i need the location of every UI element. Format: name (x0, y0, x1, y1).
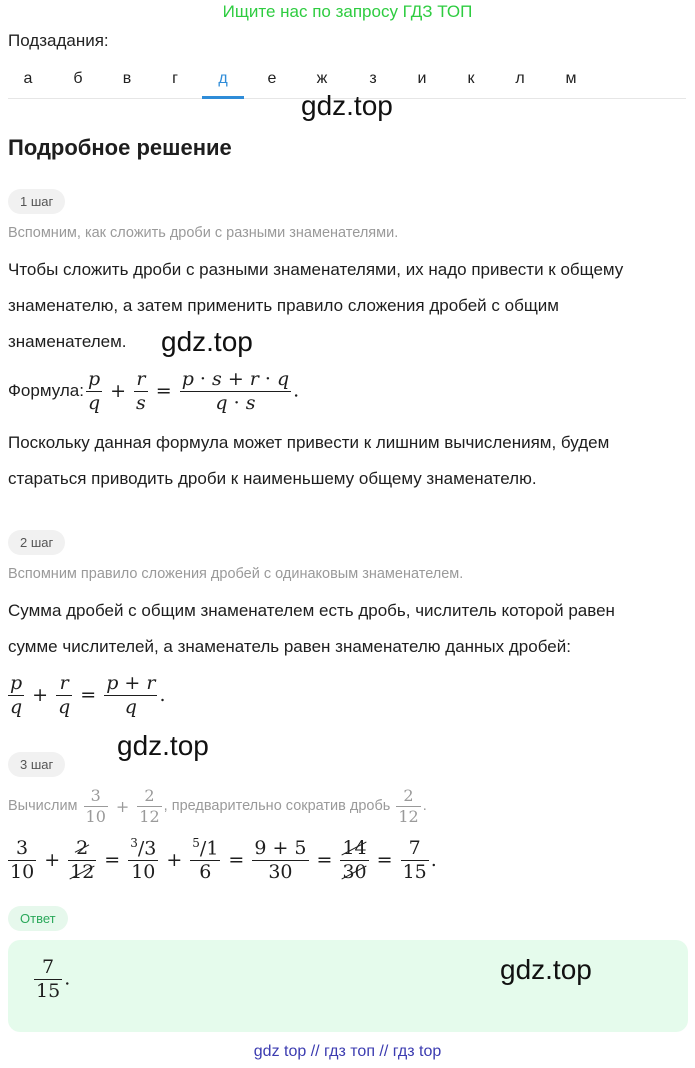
step-paragraph (8, 252, 623, 360)
watermark: gdz.top (301, 90, 393, 121)
footer-links[interactable]: gdz top // гдз топ // гдз top (253, 1043, 442, 1060)
tab-d[interactable]: д (218, 70, 228, 87)
tab-b[interactable]: б (73, 70, 83, 87)
answer-box (8, 940, 688, 1032)
note-text: , предварительно сократив дробь (163, 798, 391, 814)
text-line: знаменателю, а затем применить правило сложения дробей с общим (8, 296, 559, 315)
answer-badge: Ответ (8, 906, 68, 931)
step-badge: 1 шаг (8, 189, 65, 214)
step-note (8, 782, 427, 830)
formula-math: $\frac{p}{q}$ + $\frac{r}{q}$ = $\frac{p + r}{q}$ . (10, 671, 166, 718)
formula-row (8, 364, 299, 418)
step-paragraph (8, 593, 615, 665)
step-badge: 2 шаг (8, 530, 65, 555)
text-line: стараться приводить дроби к наименьшему общему знаменателю. (8, 469, 537, 488)
tab-e[interactable]: е (267, 70, 277, 87)
watermark: gdz.top (500, 954, 592, 985)
calculation: $\frac{3}{10}$ + $\frac{2}{12}$ = $\frac{^3/3}{10}$ + $\frac{^5/1}{6}$ = $\frac{9 + 5}{30}$ = $\frac{14}{30}$ = $\frac{7}{15}$ . (10, 836, 437, 884)
tab-v[interactable]: в (122, 70, 132, 87)
tab-l[interactable]: л (515, 70, 525, 87)
answer-numerator: 7 (34, 956, 62, 980)
subtasks-label: Подзадания: (8, 31, 109, 50)
note-math: $\frac{2}{12}$ (398, 786, 419, 826)
watermark: gdz.top (117, 730, 209, 761)
step-paragraph (8, 425, 609, 497)
tab-i[interactable]: и (417, 70, 427, 87)
text-line: Чтобы сложить дроби с разными знаменателями, их надо привести к общему (8, 260, 624, 279)
note-text: Вычислим (8, 798, 78, 814)
tab-zh[interactable]: ж (316, 70, 328, 87)
promo-banner: Ищите нас по запросу ГДЗ ТОП (222, 2, 473, 21)
tab-g[interactable]: г (172, 70, 178, 87)
formula-math: $\frac{p}{q}$ + $\frac{r}{s}$ = $\frac{p \cdot s + r \cdot q}{q \cdot s}$ . (87, 367, 300, 414)
note-math: $\frac{3}{10}$ + $\frac{2}{12}$ (85, 786, 160, 826)
step-badge: 3 шаг (8, 752, 65, 777)
formula-label: Формула: (8, 381, 84, 400)
answer-denominator: 15 (36, 979, 61, 1002)
tab-k[interactable]: к (467, 70, 475, 87)
note-text: . (422, 798, 427, 814)
text-line: Поскольку данная формула может привести к лишним вычислениям, будем (8, 433, 610, 452)
page-title: Подробное решение (8, 135, 232, 160)
step-note: Вспомним, как сложить дроби с разными знаменателями. (8, 225, 399, 241)
tab-a[interactable]: а (23, 70, 33, 87)
text-line: сумме числителей, а знаменатель равен знаменателю данных дробей: (8, 637, 571, 656)
answer-value: $\frac{7}{15}$ . (36, 956, 71, 1002)
watermark: gdz.top (161, 326, 253, 357)
step-note: Вспомним правило сложения дробей с одинаковым знаменателем. (8, 566, 464, 582)
tab-z[interactable]: з (369, 70, 377, 87)
text-line: Сумма дробей с общим знаменателем есть дробь, числитель которой равен (8, 601, 615, 620)
text-line: знаменателем. (8, 332, 127, 351)
tab-m[interactable]: м (565, 70, 577, 87)
active-tab-indicator (202, 96, 244, 99)
